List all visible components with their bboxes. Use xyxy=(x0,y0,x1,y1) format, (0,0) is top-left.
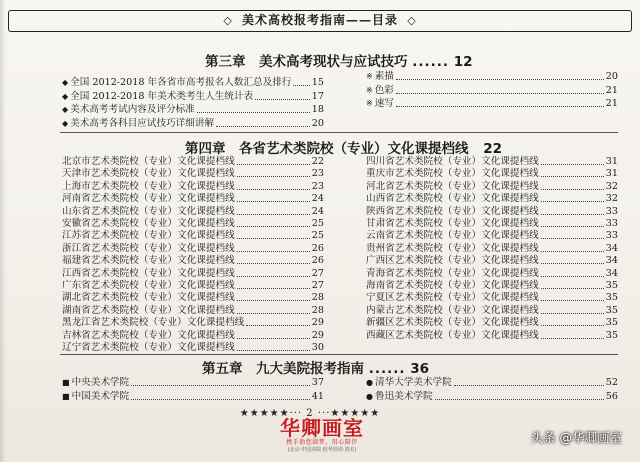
toc-entry-page: 25 xyxy=(311,218,324,229)
chapter5-title: 第五章 九大美院报考指南 xyxy=(202,361,364,377)
bullet-icon: ● xyxy=(366,378,373,387)
toc-entry-page: 41 xyxy=(311,390,324,402)
toc-entry xyxy=(366,390,618,404)
toc-entry-text: 宁夏区艺术类院校（专业）文化课提档线 xyxy=(366,292,539,304)
toc-entry-page: 20 xyxy=(605,71,618,82)
dot-leader xyxy=(237,167,310,177)
toc-entry-text: 黑龙江省艺术类院校（专业）文化课提档线 xyxy=(62,317,245,329)
toc-entry-page: 29 xyxy=(311,317,324,329)
toc-entry-text: 广西区艺术类院校（专业）文化课提档线 xyxy=(366,255,539,267)
toc-entry-text: 美术高考考试内容及评分标准 xyxy=(70,104,195,115)
bullet-icon: ◆ xyxy=(62,91,69,101)
bullet-icon: ◆ xyxy=(62,78,69,87)
toc-entry-page: 56 xyxy=(605,390,618,402)
toc-entry-text: 吉林省艺术类院校（专业）文化课提档线 xyxy=(62,329,235,341)
toc-entry-page: 33 xyxy=(605,205,618,217)
toc-entry-text: 青海省艺术类院校（专业）文化课提档线 xyxy=(366,267,539,279)
toc-entry-text: 海南省艺术类院校（专业）文化课提档线 xyxy=(366,280,539,291)
dot-leader xyxy=(541,316,604,326)
dot-leader xyxy=(541,291,604,301)
studio-logo xyxy=(276,418,368,458)
dot-leader xyxy=(237,192,310,202)
bullet-icon: ※ xyxy=(366,72,373,81)
toc-entry-text: 北京市艺术类院校（专业）文化课提档线 xyxy=(62,156,235,167)
page-header xyxy=(8,10,632,32)
toc-entry-text: 山东省艺术类院校（专业）文化课提档线 xyxy=(62,205,235,217)
toc-entry xyxy=(366,84,618,98)
toc-entry-page: 21 xyxy=(605,98,618,109)
diamond-icon: ◇ xyxy=(407,14,417,27)
dot-leader xyxy=(396,84,604,94)
dot-leader xyxy=(454,376,604,386)
dot-leader xyxy=(246,316,310,326)
dot-leader xyxy=(541,229,604,239)
bullet-icon: ◆ xyxy=(62,105,69,114)
dot-leader xyxy=(237,205,310,215)
divider xyxy=(60,132,618,133)
toc-entry-page: 35 xyxy=(605,292,618,304)
dot-leader xyxy=(541,254,604,264)
watermark-text: 头条 @华卿画室 xyxy=(530,430,622,445)
toc-entry xyxy=(62,341,324,355)
dot-leader xyxy=(541,155,604,165)
dot-leader xyxy=(237,229,310,239)
dot-leader xyxy=(216,117,310,127)
toc-entry-text: 天津市艺术类院校（专业）文化课提档线 xyxy=(62,168,235,180)
dot-leader xyxy=(541,167,604,177)
toc-entry xyxy=(366,329,618,343)
toc-entry-text: 河北省艺术类院校（专业）文化课提档线 xyxy=(366,180,539,192)
toc-entry-text: 贵州省艺术类院校（专业）文化课提档线 xyxy=(366,242,539,254)
toc-entry xyxy=(366,70,618,84)
toc-entry-page: 23 xyxy=(311,168,324,180)
toc-entry-text: 广东省艺术类院校（专业）文化课提档线 xyxy=(62,280,235,291)
toc-entry-text: 上海市艺术类院校（专业）文化课提档线 xyxy=(62,180,235,192)
toc-entry-page: 30 xyxy=(311,342,324,353)
toc-entry-text: 甘肃省艺术类院校（专业）文化课提档线 xyxy=(366,218,539,229)
toc-entry-page: 31 xyxy=(605,156,618,167)
toc-entry xyxy=(62,90,324,104)
toc-entry-text: 河南省艺术类院校（专业）文化课提档线 xyxy=(62,193,235,205)
diamond-icon: ◇ xyxy=(223,14,233,27)
toc-entry-text: 美术高考各科目应试技巧详细讲解 xyxy=(70,117,215,129)
chapter5-page: 36 xyxy=(410,361,429,377)
toc-entry-text: 江西省艺术类院校（专业）文化课提档线 xyxy=(62,267,235,279)
dot-leader xyxy=(237,329,310,339)
dot-leader xyxy=(237,242,310,252)
toc-entry-text: 江苏省艺术类院校（专业）文化课提档线 xyxy=(62,230,235,242)
toc-entry-text: 辽宁省艺术类院校（专业）文化课提档线 xyxy=(62,342,235,353)
dot-leader xyxy=(237,341,310,351)
toc-entry-page: 20 xyxy=(311,117,324,129)
dot-leader xyxy=(541,267,604,277)
toc-entry-page: 34 xyxy=(605,242,618,254)
dot-leader xyxy=(237,180,310,190)
toc-entry-page: 52 xyxy=(605,377,618,388)
footer-page-marker: ★★★★★··· 2 ···★★★★★ xyxy=(239,408,381,419)
toc-entry-text: 色彩 xyxy=(374,84,394,96)
toc-entry-text: 全国 2012-2018 年各省市高考报名人数汇总及排行 xyxy=(70,77,292,88)
toc-entry-text: 重庆市艺术类院校（专业）文化课提档线 xyxy=(366,168,539,180)
toc-entry-page: 28 xyxy=(311,292,324,304)
toc-entry-page: 35 xyxy=(605,317,618,329)
bullet-icon: ※ xyxy=(366,99,373,108)
chapter4-title: 第四章 各省艺术类院校（专业）文化课提档线 xyxy=(185,141,469,157)
toc-entry-text: 湖北省艺术类院校（专业）文化课提档线 xyxy=(62,292,235,304)
toc-entry-text: 内蒙古艺术类院校（专业）文化课提档线 xyxy=(366,304,539,316)
toc-entry-page: 35 xyxy=(605,329,618,341)
bullet-icon: ● xyxy=(366,391,373,401)
chapter3-page: 12 xyxy=(453,54,473,70)
dot-leader xyxy=(131,376,310,386)
chapter4-page: 22 xyxy=(483,141,502,157)
toc-entry xyxy=(366,376,618,390)
dot-leader xyxy=(541,329,604,339)
bullet-icon: ■ xyxy=(62,391,70,401)
dot-leader xyxy=(541,242,604,252)
toc-entry-page: 35 xyxy=(605,304,618,316)
toc-entry-page: 31 xyxy=(605,168,618,180)
dot-leader xyxy=(435,390,604,400)
chapter4-heading xyxy=(185,137,502,157)
toc-entry-page: 33 xyxy=(605,218,618,229)
dot-leader xyxy=(237,254,310,264)
toc-entry-page: 27 xyxy=(311,267,324,279)
toc-entry-page: 32 xyxy=(605,180,618,192)
dot-leader xyxy=(541,304,604,314)
toc-entry-page: 22 xyxy=(311,156,324,167)
toc-entry-page: 35 xyxy=(605,280,618,291)
toc-entry-page: 29 xyxy=(311,329,324,341)
dot-leader xyxy=(541,279,604,289)
chapter3-dots: ...... xyxy=(412,54,449,70)
dot-leader xyxy=(255,90,310,100)
toc-entry-text: 素描 xyxy=(374,71,394,82)
logo-text: 华卿画室 xyxy=(280,416,364,440)
dot-leader xyxy=(541,205,604,215)
toc-entry-text: 山西省艺术类院校（专业）文化课提档线 xyxy=(366,193,539,205)
dot-leader xyxy=(131,390,310,400)
bullet-icon: ◆ xyxy=(62,118,69,128)
toc-entry xyxy=(366,97,618,111)
toc-entry-text: 安徽省艺术类院校（专业）文化课提档线 xyxy=(62,218,235,229)
chapter5-heading xyxy=(202,357,429,377)
toc-entry-page: 34 xyxy=(605,255,618,267)
toc-entry-page: 24 xyxy=(311,193,324,205)
dot-leader xyxy=(293,76,309,86)
toc-entry-text: 西藏区艺术类院校（专业）文化课提档线 xyxy=(366,329,539,341)
toc-entry-text: 陕西省艺术类院校（专业）文化课提档线 xyxy=(366,205,539,217)
dot-leader xyxy=(237,267,310,277)
dot-leader xyxy=(541,192,604,202)
toc-entry-page: 24 xyxy=(311,205,324,217)
bullet-icon: ※ xyxy=(366,85,373,95)
dot-leader xyxy=(237,155,310,165)
toc-entry-text: 速写 xyxy=(374,98,394,109)
dot-leader xyxy=(396,70,604,80)
toc-entry xyxy=(62,376,324,390)
toc-entry xyxy=(62,390,324,404)
page-edge-shadow xyxy=(0,0,6,462)
toc-entry-text: 云南省艺术类院校（专业）文化课提档线 xyxy=(366,230,539,242)
toc-entry-page: 33 xyxy=(605,230,618,242)
toc-entry-text: 中国美术学院 xyxy=(71,390,130,402)
logo-slogan: 携手助您圆梦，用心陪伴 xyxy=(286,439,358,446)
toc-entry-text: 湖南省艺术类院校（专业）文化课提档线 xyxy=(62,304,235,316)
toc-entry-text: 清华大学美术学院 xyxy=(374,377,452,388)
toc-entry-page: 32 xyxy=(605,193,618,205)
toc-entry-page: 15 xyxy=(311,77,324,88)
dot-leader xyxy=(396,97,604,107)
toc-entry-page: 23 xyxy=(311,180,324,192)
divider xyxy=(60,354,618,355)
dot-leader xyxy=(541,217,604,227)
toc-entry-text: 四川省艺术类院校（专业）文化课提档线 xyxy=(366,156,539,167)
logo-small-text: (北京·中国美院·校考培训·清美) xyxy=(287,447,357,453)
toc-entry-page: 25 xyxy=(311,230,324,242)
toc-entry xyxy=(62,103,324,117)
toc-entry-text: 福建省艺术类院校（专业）文化课提档线 xyxy=(62,255,235,267)
chapter5-dots: ...... xyxy=(368,361,406,377)
chapter3-title: 第三章 美术高考现状与应试技巧 xyxy=(205,54,408,70)
toc-entry-page: 17 xyxy=(311,90,324,102)
toc-entry-page: 27 xyxy=(311,280,324,291)
dot-leader xyxy=(237,304,310,314)
toc-entry-page: 34 xyxy=(605,267,618,279)
dot-leader xyxy=(197,103,310,113)
toc-entry xyxy=(62,76,324,90)
dot-leader xyxy=(237,291,310,301)
toc-entry-text: 全国 2012-2018 年美术类考生人生统计表 xyxy=(70,90,254,102)
toc-entry xyxy=(62,117,324,131)
toc-entry-page: 21 xyxy=(605,84,618,96)
toc-entry-text: 浙江省艺术类院校（专业）文化课提档线 xyxy=(62,242,235,254)
toc-entry-text: 中央美术学院 xyxy=(71,377,130,388)
chapter3-heading xyxy=(205,50,472,70)
toc-entry-text: 鲁迅美术学院 xyxy=(374,390,433,402)
toc-entry-page: 28 xyxy=(311,304,324,316)
dot-leader xyxy=(237,217,310,227)
dot-leader xyxy=(237,279,310,289)
toc-entry-text: 新疆区艺术类院校（专业）文化课提档线 xyxy=(366,317,539,329)
toc-entry-page: 26 xyxy=(311,242,324,254)
header-title: 美术高校报考指南——目录 xyxy=(241,13,398,27)
toc-entry-page: 37 xyxy=(311,377,324,388)
toc-entry-page: 26 xyxy=(311,255,324,267)
dot-leader xyxy=(541,180,604,190)
bullet-icon: ■ xyxy=(62,378,70,387)
toc-entry-page: 18 xyxy=(311,104,324,115)
